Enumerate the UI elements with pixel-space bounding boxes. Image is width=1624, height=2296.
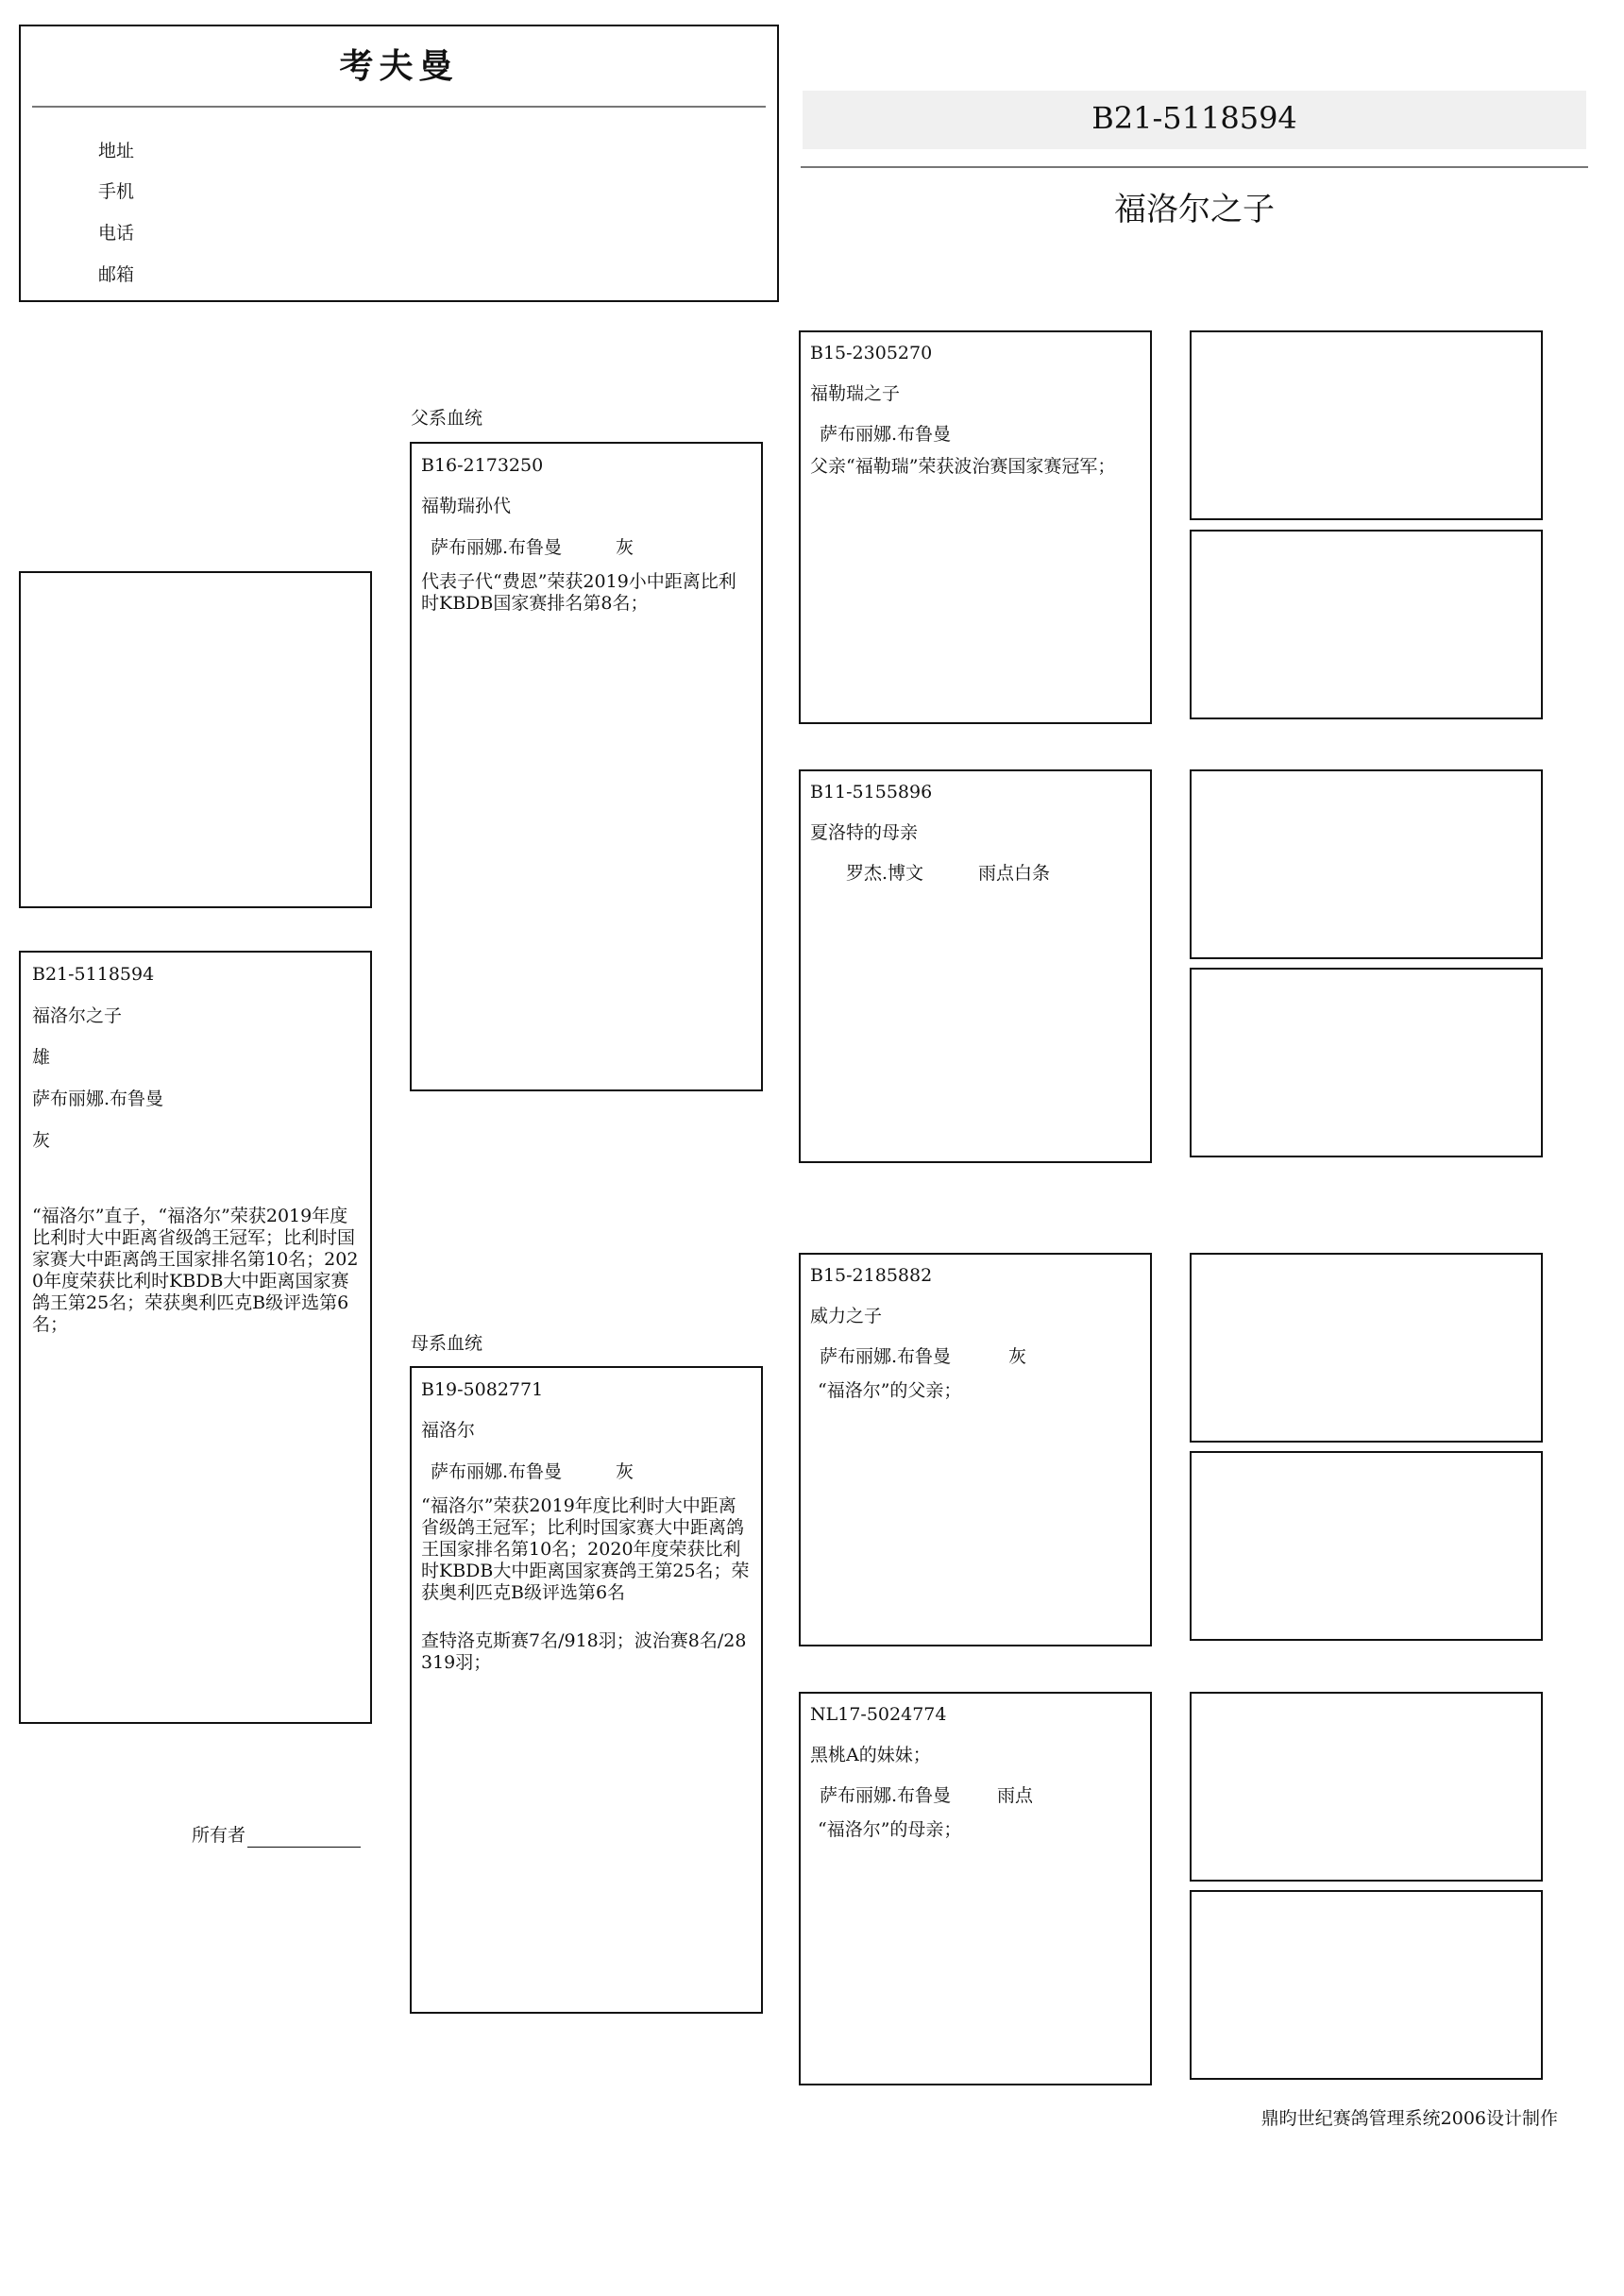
grandparent-card <box>799 330 1152 724</box>
subject-ring: B21-5118594 <box>32 964 155 985</box>
grandparent-color: 雨点白条 <box>978 863 1051 884</box>
great-grandparent-box <box>1190 1451 1543 1641</box>
sire-line-label: 父系血统 <box>411 408 483 429</box>
footer-credit: 鼎昀世纪赛鸽管理系统2006设计制作 <box>1260 2108 1558 2129</box>
dam-notes-2: 查特洛克斯赛7名/918羽；波治赛8名/28319羽； <box>421 1630 747 1673</box>
header-ring-number: B21-5118594 <box>1091 100 1297 136</box>
breeder-field-address: 地址 <box>98 141 135 161</box>
grandparent-breeder: 萨布丽娜.布鲁曼 <box>820 1785 952 1806</box>
header-pigeon-name: 福洛尔之子 <box>1114 191 1275 228</box>
dam-color: 灰 <box>616 1461 634 1482</box>
grandparent-ring: B11-5155896 <box>810 782 933 802</box>
grandparent-ring: NL17-5024774 <box>810 1704 947 1725</box>
great-grandparent-box <box>1190 1890 1543 2080</box>
grandparent-card <box>799 769 1152 1163</box>
subject-card <box>19 951 372 1724</box>
great-grandparent-box <box>1190 1692 1543 1882</box>
owner-signature-line <box>192 1824 361 1848</box>
grandparent-card <box>799 1692 1152 2085</box>
grandparent-ring: B15-2305270 <box>810 343 933 363</box>
subject-notes: “福洛尔”直子，“福洛尔”荣获2019年度比利时大中距离省级鸽王冠军；比利时国家赛大中距离鸽王国家排名第10名；2020年度荣获比利时KBDB大中距离国家赛鸽王第25名；荣获奥利匹克B级评选第6名； <box>32 1206 359 1335</box>
sire-notes: 代表子代“费恩”荣获2019小中距离比利时KBDB国家赛排名第8名； <box>421 571 736 614</box>
subject-color: 灰 <box>32 1130 51 1151</box>
dam-breeder: 萨布丽娜.布鲁曼 <box>431 1461 563 1482</box>
grandparent-name: 夏洛特的母亲 <box>810 822 919 843</box>
grandparent-notes: 父亲“福勒瑞”荣获波治赛国家赛冠军； <box>810 456 1116 477</box>
dam-ring: B19-5082771 <box>421 1379 544 1400</box>
subject-name: 福洛尔之子 <box>32 1005 123 1026</box>
great-grandparent-box <box>1190 330 1543 520</box>
grandparent-notes: “福洛尔”的母亲； <box>818 1819 962 1840</box>
owner-blank <box>247 1828 361 1848</box>
dam-card <box>410 1366 763 2014</box>
grandparent-name: 黑桃A的妹妹； <box>810 1745 931 1765</box>
grandparent-breeder: 萨布丽娜.布鲁曼 <box>820 1346 952 1367</box>
breeder-name: 考夫曼 <box>339 46 459 86</box>
breeder-field-mobile: 手机 <box>98 181 135 202</box>
grandparent-color: 灰 <box>1008 1346 1027 1367</box>
dam-line-label: 母系血统 <box>411 1333 483 1354</box>
dam-name: 福洛尔 <box>421 1420 476 1441</box>
sire-name: 福勒瑞孙代 <box>421 496 512 516</box>
grandparent-card <box>799 1253 1152 1646</box>
grandparent-notes: “福洛尔”的父亲； <box>818 1380 962 1401</box>
grandparent-breeder: 萨布丽娜.布鲁曼 <box>820 424 952 445</box>
sire-breeder: 萨布丽娜.布鲁曼 <box>431 537 563 558</box>
header-divider <box>801 166 1588 168</box>
subject-breeder: 萨布丽娜.布鲁曼 <box>32 1089 164 1109</box>
owner-label: 所有者 <box>192 1825 246 1846</box>
sire-color: 灰 <box>616 537 634 558</box>
great-grandparent-box <box>1190 1253 1543 1443</box>
subject-sex: 雄 <box>32 1047 51 1068</box>
breeder-field-email: 邮箱 <box>98 264 135 285</box>
breeder-divider <box>32 106 766 108</box>
pigeon-photo-box <box>19 571 372 908</box>
great-grandparent-box <box>1190 968 1543 1157</box>
grandparent-name: 威力之子 <box>810 1306 883 1326</box>
great-grandparent-box <box>1190 769 1543 959</box>
sire-ring: B16-2173250 <box>421 455 544 476</box>
dam-notes: “福洛尔”荣获2019年度比利时大中距离省级鸽王冠军；比利时国家赛大中距离鸽王国家排名第10名；2020年度荣获比利时KBDB大中距离国家赛鸽王第25名；荣获奥利匹克B级评选第6名 <box>421 1495 750 1603</box>
breeder-info-box <box>19 25 779 302</box>
grandparent-breeder: 罗杰.博文 <box>846 863 924 884</box>
great-grandparent-box <box>1190 530 1543 719</box>
breeder-field-phone: 电话 <box>98 223 135 244</box>
grandparent-ring: B15-2185882 <box>810 1265 933 1286</box>
grandparent-name: 福勒瑞之子 <box>810 383 901 404</box>
sire-card <box>410 442 763 1091</box>
grandparent-color: 雨点 <box>997 1785 1034 1806</box>
